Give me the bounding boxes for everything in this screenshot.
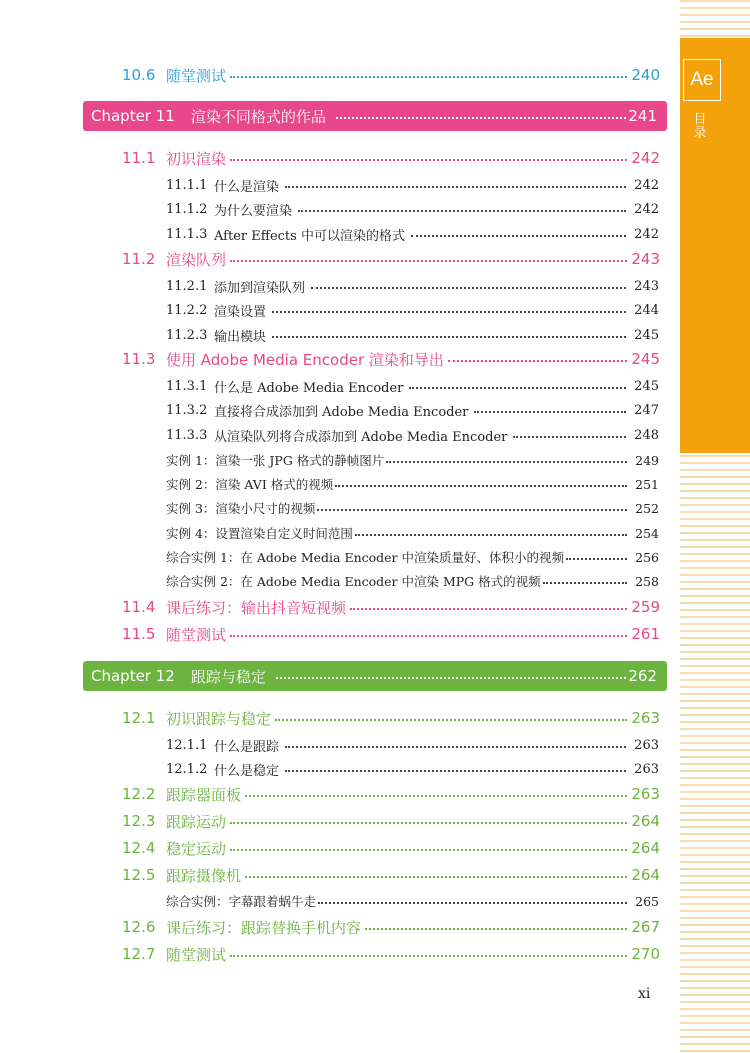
page-number: 254 — [635, 525, 659, 541]
page-folio: xi — [638, 986, 651, 1002]
dot-leader — [271, 711, 631, 726]
page-number: 264 — [631, 866, 660, 884]
page-number: 244 — [634, 302, 659, 318]
toc-section-11-1[interactable] — [122, 147, 660, 169]
toc-item-11-1-1[interactable] — [166, 175, 659, 195]
page-number: 270 — [631, 945, 660, 963]
dot-leader — [305, 280, 634, 293]
item-number: 12.1.1 — [166, 737, 208, 753]
dot-leader — [326, 109, 629, 124]
dot-leader — [468, 404, 634, 417]
item-number: 11.3.3 — [166, 427, 208, 443]
toc-section-12-4[interactable] — [122, 837, 660, 859]
page-number: 245 — [631, 350, 660, 368]
section-title: 使用 Adobe Media Encoder 渲染和导出 — [166, 350, 444, 369]
page-number: 261 — [631, 625, 660, 643]
page-number: 262 — [628, 667, 657, 685]
item-number: 11.2.1 — [166, 278, 208, 294]
section-title: 稳定运动 — [166, 839, 227, 858]
page-number: 259 — [631, 598, 660, 616]
page-number: 249 — [635, 452, 659, 468]
section-number: 11.2 — [122, 250, 156, 268]
dot-leader — [266, 304, 634, 317]
page-number: 265 — [635, 893, 659, 909]
item-number: 11.2.2 — [166, 302, 208, 318]
page-number: 263 — [634, 737, 659, 753]
dot-leader — [226, 627, 631, 642]
toc-section-11-5[interactable] — [122, 623, 660, 645]
toc-section-10-6[interactable] — [122, 64, 660, 86]
example-title: 实例 1：渲染一张 JPG 格式的静帧图片 — [166, 453, 385, 468]
toc-section-12-7[interactable] — [122, 943, 660, 965]
toc-section-11-2[interactable] — [122, 248, 660, 270]
section-title: 跟踪摄像机 — [166, 866, 242, 885]
toc-example-1[interactable] — [166, 450, 659, 470]
item-title: 渲染设置 — [214, 304, 267, 320]
section-title: 跟踪运动 — [166, 812, 227, 831]
page-number: 258 — [635, 573, 659, 589]
toc-section-12-1[interactable] — [122, 707, 660, 729]
section-title: 跟踪器面板 — [166, 785, 242, 804]
item-number: 11.1.1 — [166, 177, 208, 193]
toc-item-11-3-3[interactable] — [166, 425, 659, 445]
chapter-title: 跟踪与稳定 — [190, 667, 266, 686]
example-title: 实例 4：设置渲染自定义时间范围 — [166, 526, 353, 541]
page-number: 247 — [634, 402, 659, 418]
chapter-title: 渲染不同格式的作品 — [190, 107, 326, 126]
dot-leader — [333, 478, 635, 491]
page-number: 263 — [634, 761, 659, 777]
item-title: 什么是稳定 — [214, 763, 280, 779]
dot-leader — [315, 502, 635, 515]
toc-item-12-1-2[interactable] — [166, 759, 659, 779]
dot-leader — [279, 179, 634, 192]
section-title: 初识跟踪与稳定 — [166, 709, 272, 728]
dot-leader — [292, 203, 634, 216]
section-title: 随堂测试 — [166, 945, 227, 964]
toc-comprehensive-example-12[interactable] — [166, 891, 659, 911]
page-number: 264 — [631, 812, 660, 830]
dot-leader — [266, 669, 629, 684]
page-number: 243 — [631, 250, 660, 268]
toc-section-12-6[interactable] — [122, 916, 660, 938]
example-title: 综合实例：字幕跟着蜗牛走 — [166, 894, 317, 909]
item-title: After Effects 中可以渲染的格式 — [214, 228, 405, 244]
page-number: 256 — [635, 549, 659, 565]
dot-leader — [346, 600, 631, 615]
section-number: 12.5 — [122, 866, 156, 884]
dot-leader — [226, 68, 631, 83]
toc-item-12-1-1[interactable] — [166, 735, 659, 755]
toc-example-2[interactable] — [166, 474, 659, 494]
section-title: 随堂测试 — [166, 66, 227, 85]
toc-item-11-2-1[interactable] — [166, 276, 659, 296]
item-title: 为什么要渲染 — [214, 203, 293, 219]
item-title: 添加到渲染队列 — [214, 280, 306, 296]
page-number: 263 — [631, 785, 660, 803]
item-number: 11.2.3 — [166, 327, 208, 343]
dot-leader — [564, 551, 635, 564]
page-number: 263 — [631, 709, 660, 727]
dot-leader — [541, 575, 636, 588]
section-number: 12.1 — [122, 709, 156, 727]
page-number: 242 — [634, 201, 659, 217]
item-title: 什么是跟踪 — [214, 739, 280, 755]
page-number: 245 — [634, 327, 659, 343]
side-tab — [680, 38, 750, 453]
page-number: 242 — [634, 177, 659, 193]
page-number: 243 — [634, 278, 659, 294]
item-number: 11.3.1 — [166, 378, 208, 394]
page-number: 267 — [631, 918, 660, 936]
example-title: 实例 3：渲染小尺寸的视频 — [166, 501, 316, 516]
dot-leader — [353, 527, 635, 540]
section-number: 11.1 — [122, 149, 156, 167]
dot-leader — [226, 814, 631, 829]
page-number: 252 — [635, 500, 659, 516]
page-number: 241 — [628, 107, 657, 125]
dot-leader — [226, 947, 631, 962]
item-title: 从渲染队列将合成添加到 Adobe Media Encoder — [214, 429, 508, 445]
example-title: 实例 2：渲染 AVI 格式的视频 — [166, 477, 334, 492]
page-number: 251 — [635, 476, 659, 492]
item-number: 11.1.2 — [166, 201, 208, 217]
section-number: 12.6 — [122, 918, 156, 936]
section-number: 12.2 — [122, 785, 156, 803]
page-number: 245 — [634, 378, 659, 394]
dot-leader — [403, 380, 634, 393]
dot-leader — [226, 252, 631, 267]
example-title: 综合实例 1：在 Adobe Media Encoder 中渲染质量好、体积小的视频 — [166, 550, 564, 565]
toc-item-11-1-3[interactable] — [166, 224, 659, 244]
dot-leader — [241, 787, 631, 802]
dot-leader — [507, 429, 634, 442]
ae-logo: Ae — [683, 59, 721, 101]
toc-item-11-3-1[interactable] — [166, 376, 659, 396]
example-title: 综合实例 2：在 Adobe Media Encoder 中渲染 MPG 格式的视频 — [166, 574, 541, 589]
toc-comprehensive-example-1[interactable] — [166, 547, 659, 567]
section-title: 渲染队列 — [166, 250, 227, 269]
toc-section-12-3[interactable] — [122, 810, 660, 832]
chapter-11-banner[interactable] — [83, 101, 667, 131]
toc-item-11-1-2[interactable] — [166, 199, 659, 219]
page-number: 264 — [631, 839, 660, 857]
dot-leader — [279, 763, 634, 776]
toc-example-3[interactable] — [166, 498, 659, 518]
dot-leader — [226, 841, 631, 856]
dot-leader — [444, 352, 631, 367]
item-title: 什么是渲染 — [214, 179, 280, 195]
section-number: 12.4 — [122, 839, 156, 857]
section-title: 课后练习：跟踪替换手机内容 — [166, 918, 362, 937]
section-title: 课后练习：输出抖音短视频 — [166, 598, 347, 617]
chapter-label: Chapter 11 — [91, 107, 175, 125]
dot-leader — [266, 329, 634, 342]
item-number: 12.1.2 — [166, 761, 208, 777]
page-number: 248 — [634, 427, 659, 443]
toc-section-11-3[interactable] — [122, 348, 660, 370]
page-number: 242 — [634, 226, 659, 242]
dot-leader — [405, 228, 634, 241]
section-number: 12.3 — [122, 812, 156, 830]
section-title: 随堂测试 — [166, 625, 227, 644]
section-number: 11.4 — [122, 598, 156, 616]
section-title: 初识渲染 — [166, 149, 227, 168]
toc-item-11-3-2[interactable] — [166, 400, 659, 420]
toc-example-4[interactable] — [166, 523, 659, 543]
toc-section-11-4[interactable] — [122, 596, 660, 618]
section-number: 12.7 — [122, 945, 156, 963]
dot-leader — [361, 920, 631, 935]
toc-section-12-5[interactable] — [122, 864, 660, 886]
dot-leader — [279, 739, 634, 752]
page-number: 240 — [631, 66, 660, 84]
item-title: 直接将合成添加到 Adobe Media Encoder — [214, 404, 469, 420]
dot-leader — [316, 895, 635, 908]
dot-leader — [241, 868, 631, 883]
side-tab-label: 目录 — [693, 112, 707, 141]
toc-item-11-2-2[interactable] — [166, 300, 659, 320]
item-title: 输出模块 — [214, 329, 267, 345]
toc-section-12-2[interactable] — [122, 783, 660, 805]
toc-comprehensive-example-2[interactable] — [166, 571, 659, 591]
chapter-label: Chapter 12 — [91, 667, 175, 685]
item-number: 11.1.3 — [166, 226, 208, 242]
item-number: 11.3.2 — [166, 402, 208, 418]
item-title: 什么是 Adobe Media Encoder — [214, 380, 404, 396]
page-number: 242 — [631, 149, 660, 167]
toc-item-11-2-3[interactable] — [166, 325, 659, 345]
section-number: 10.6 — [122, 66, 156, 84]
dot-leader — [384, 454, 635, 467]
dot-leader — [226, 151, 631, 166]
section-number: 11.5 — [122, 625, 156, 643]
section-number: 11.3 — [122, 350, 156, 368]
chapter-12-banner[interactable] — [83, 661, 667, 691]
